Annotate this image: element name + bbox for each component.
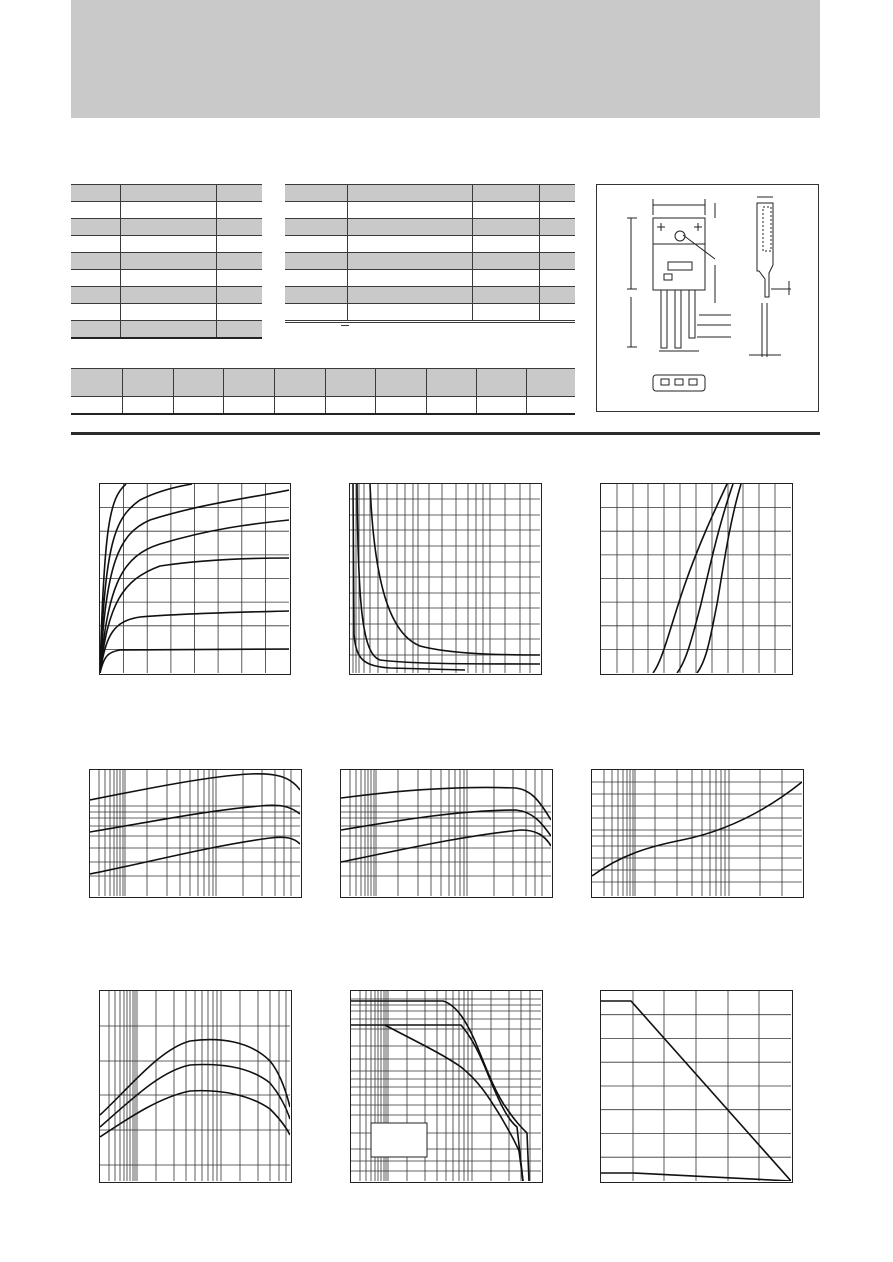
- table-row: [285, 185, 575, 202]
- hfe-ic-chart-1: [89, 769, 302, 898]
- package-outline: [596, 184, 819, 412]
- safe-operating-area-plot: [351, 991, 541, 1181]
- hfe-rank-table: [71, 368, 575, 415]
- electrical-characteristics-table: [285, 184, 575, 321]
- hfe-ic-plot-1: [90, 770, 300, 896]
- ratings-table: [71, 184, 262, 339]
- table-row: [285, 253, 575, 270]
- legend-box: [371, 1123, 427, 1157]
- section-divider: [71, 432, 820, 435]
- ft-ie-chart: [99, 990, 292, 1183]
- curve-vce-low: [341, 830, 551, 862]
- table-row: [71, 202, 262, 219]
- table-row: [71, 270, 262, 287]
- ic-vce-chart: [99, 483, 291, 675]
- table-row: [285, 202, 575, 219]
- hfe-ic-plot-2: [341, 770, 551, 896]
- vce-sat-plot: [350, 484, 540, 673]
- table-row: [285, 304, 575, 321]
- curve-ta-room: [90, 805, 300, 832]
- table-footnote-rule: [285, 322, 575, 323]
- curve-ta-high: [90, 774, 300, 800]
- transient-thermal-plot: [592, 770, 802, 896]
- curve-vce-mid: [341, 810, 551, 836]
- header-band: [71, 0, 820, 118]
- table-row: [71, 369, 575, 397]
- ic-vce-plot: [100, 484, 289, 673]
- table-row: [71, 397, 575, 415]
- transient-thermal-chart: [591, 769, 804, 898]
- pc-ta-plot: [601, 991, 791, 1181]
- table-row: [285, 287, 575, 304]
- table-row: [71, 185, 262, 202]
- pc-ta-chart: [600, 990, 793, 1183]
- table-row: [285, 219, 575, 236]
- table-row: [71, 304, 262, 321]
- table-row: [71, 287, 262, 304]
- curve-ic-3: [370, 484, 540, 655]
- hfe-ic-chart-2: [340, 769, 553, 898]
- table-row: [285, 270, 575, 287]
- curve-theta: [592, 782, 802, 876]
- curve-ic-2: [357, 484, 540, 664]
- safe-operating-area-chart: [350, 990, 543, 1183]
- table-row: [71, 321, 262, 339]
- package-drawing: [597, 185, 818, 411]
- table-row: [71, 219, 262, 236]
- footnote-mark: [341, 325, 349, 326]
- curve-ta-low: [90, 837, 300, 874]
- vce-sat-chart: [349, 483, 542, 675]
- ft-ie-plot: [100, 991, 290, 1181]
- table-row: [71, 253, 262, 270]
- ic-vbe-plot: [601, 484, 791, 673]
- table-row: [285, 236, 575, 253]
- table-row: [71, 236, 262, 253]
- ic-vbe-chart: [600, 483, 793, 675]
